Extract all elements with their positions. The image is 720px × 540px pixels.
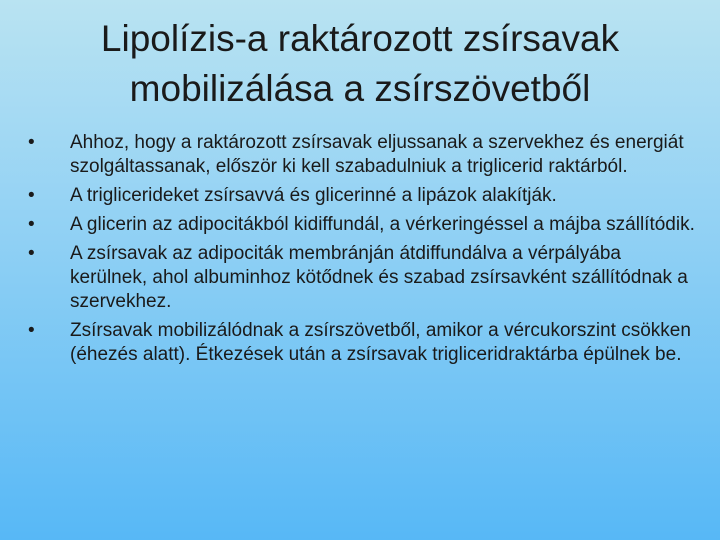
bullet-list (28, 131, 700, 372)
slide-title-line-2: mobilizálása a zsírszövetből (129, 68, 591, 109)
slide-title-line-1: Lipolízis-a raktározott zsírsavak (100, 18, 620, 59)
bullet-text: A triglicerideket zsírsavvá és glicerinné a lipázok alakítják. (70, 185, 557, 206)
bullet-icon: • (28, 320, 35, 341)
bullet-text: A glicerin az adipocitákból kidiffundál, a vérkeringéssel a májba szállítódik. (70, 214, 695, 235)
bullet-icon: • (28, 132, 35, 153)
bullet-text: Ahhoz, hogy a raktározott zsírsavak eljussanak a szervekhez és energiát szolgáltassanak, először ki kell szabadulniuk a triglicerid raktárból. (70, 132, 684, 177)
bullet-icon: • (28, 243, 35, 264)
bullet-text: Zsírsavak mobilizálódnak a zsírszövetből, amikor a vércukorszint csökken (éhezés alatt). Étkezések után a zsírsavak trigliceridraktárba épülnek be. (70, 320, 691, 365)
bullet-item (28, 319, 700, 367)
bullet-item (28, 213, 700, 237)
slide-title (40, 14, 680, 114)
bullet-item (28, 184, 700, 208)
bullet-item (28, 131, 700, 179)
bullet-icon: • (28, 185, 35, 206)
bullet-item (28, 242, 700, 314)
bullet-icon: • (28, 214, 35, 235)
bullet-text: A zsírsavak az adipociták membránján átdiffundálva a vérpályába kerülnek, ahol albuminhoz kötődnek és szabad zsírsavként szállítódnak a szervekhez. (70, 243, 688, 312)
